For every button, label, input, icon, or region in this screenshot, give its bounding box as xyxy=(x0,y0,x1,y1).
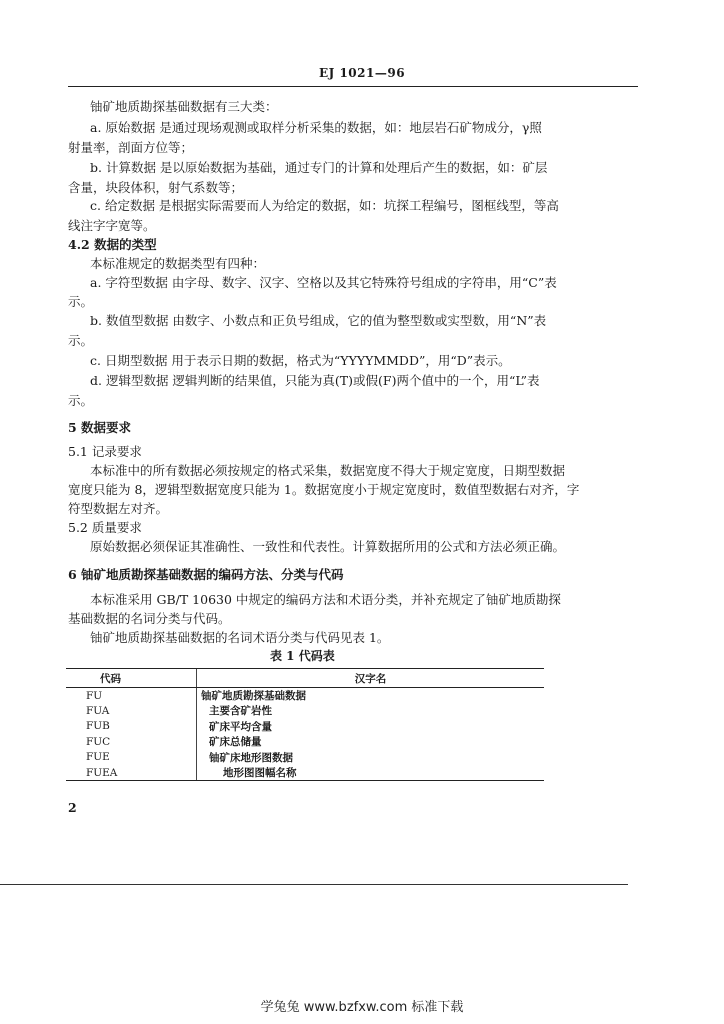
section-6-title: 6 铀矿地质勘探基础数据的编码方法、分类与代码 xyxy=(68,567,344,582)
section-6-line2: 基础数据的名词分类与代码。 xyxy=(68,611,231,626)
table-header-row xyxy=(66,669,544,688)
section-6-line3: 铀矿地质勘探基础数据的名词术语分类与代码见表 1。 xyxy=(90,630,390,645)
table-cell-code: FUEA xyxy=(66,765,197,781)
type-d-line1: d. 逻辑型数据 逻辑判断的结果值，只能为真(T)或假(F)两个值中的一个，用“L”表 xyxy=(90,373,540,388)
section-5-2-line1: 原始数据必须保证其准确性、一致性和代表性。计算数据所用的公式和方法必须正确。 xyxy=(90,539,566,554)
page-number: 2 xyxy=(68,800,77,815)
category-b-line2: 含量，块段体积，射气系数等； xyxy=(68,180,244,195)
category-a-line1: a. 原始数据 是通过现场观测或取样分析采集的数据，如：地层岩石矿物成分，γ照 xyxy=(90,120,542,135)
table-cell-name: 铀矿地质勘探基础数据 xyxy=(197,688,545,704)
table-row xyxy=(66,765,544,781)
intro-paragraph: 铀矿地质勘探基础数据有三大类： xyxy=(90,99,278,114)
table-cell-name: 矿床总储量 xyxy=(197,734,545,750)
section-4-2-title: 4.2 数据的类型 xyxy=(68,237,157,252)
section-5-2-title: 5.2 质量要求 xyxy=(68,520,142,535)
table-header-name: 汉字名 xyxy=(197,669,545,688)
table-cell-name: 铀矿床地形图数据 xyxy=(197,750,545,766)
table-cell-name: 主要含矿岩性 xyxy=(197,703,545,719)
table-cell-code: FUE xyxy=(86,751,110,764)
category-c-line2: 线注字字宽等。 xyxy=(68,218,156,233)
footer-rule xyxy=(0,884,628,885)
code-table xyxy=(66,668,544,781)
standard-code-header: EJ 1021—96 xyxy=(318,66,406,80)
category-c-line1: c. 给定数据 是根据实际需要而人为给定的数据，如：坑探工程编号，图框线型，等高 xyxy=(90,198,559,213)
type-b-line1: b. 数值型数据 由数字、小数点和正负号组成，它的值为整型数或实型数，用“N”表 xyxy=(90,313,547,328)
type-d-line2: 示。 xyxy=(68,393,94,408)
table-row xyxy=(66,750,544,766)
table-row xyxy=(66,688,544,704)
section-4-2-intro: 本标准规定的数据类型有四种： xyxy=(90,256,266,271)
section-5-1-title: 5.1 记录要求 xyxy=(68,444,142,459)
section-5-1-line1: 本标准中的所有数据必须按规定的格式采集，数据宽度不得大于规定宽度，日期型数据 xyxy=(90,463,566,478)
table-row xyxy=(66,703,544,719)
section-5-1-line3: 符型数据左对齐。 xyxy=(68,501,169,516)
table-cell-code: FUB xyxy=(86,720,110,733)
table-header-code: 代码 xyxy=(66,669,197,688)
category-b-line1: b. 计算数据 是以原始数据为基础，通过专门的计算和处理后产生的数据，如：矿层 xyxy=(90,160,548,175)
type-a-line1: a. 字符型数据 由字母、数字、汉字、空格以及其它特殊符号组成的字符串，用“C”表 xyxy=(90,275,557,290)
table-cell-code: FUC xyxy=(86,735,111,748)
table-row xyxy=(66,719,544,735)
table-row xyxy=(66,734,544,750)
table-cell-code: FUA xyxy=(86,704,110,717)
header-rule xyxy=(68,86,638,87)
table-cell-name: 矿床平均含量 xyxy=(197,719,545,735)
type-b-line2: 示。 xyxy=(68,333,94,348)
table-cell-code: FU xyxy=(86,689,103,702)
section-5-title: 5 数据要求 xyxy=(68,420,132,435)
category-a-line2: 射量率，剖面方位等； xyxy=(68,140,194,155)
section-5-1-line2: 宽度只能为 8，逻辑型数据宽度只能为 1。数据宽度小于规定宽度时，数值型数据右对齐，字 xyxy=(68,482,580,497)
table-caption: 表 1 代码表 xyxy=(270,649,335,663)
table-cell-name: 地形图图幅名称 xyxy=(197,765,545,781)
section-6-line1: 本标准采用 GB/T 10630 中规定的编码方法和术语分类，并补充规定了铀矿地质勘探 xyxy=(90,592,561,607)
type-a-line2: 示。 xyxy=(68,294,94,309)
watermark-text: 学兔兔 www.bzfxw.com 标准下载 xyxy=(260,1000,464,1015)
type-c-line: c. 日期型数据 用于表示日期的数据，格式为“YYYYMMDD”，用“D”表示。 xyxy=(90,353,511,368)
